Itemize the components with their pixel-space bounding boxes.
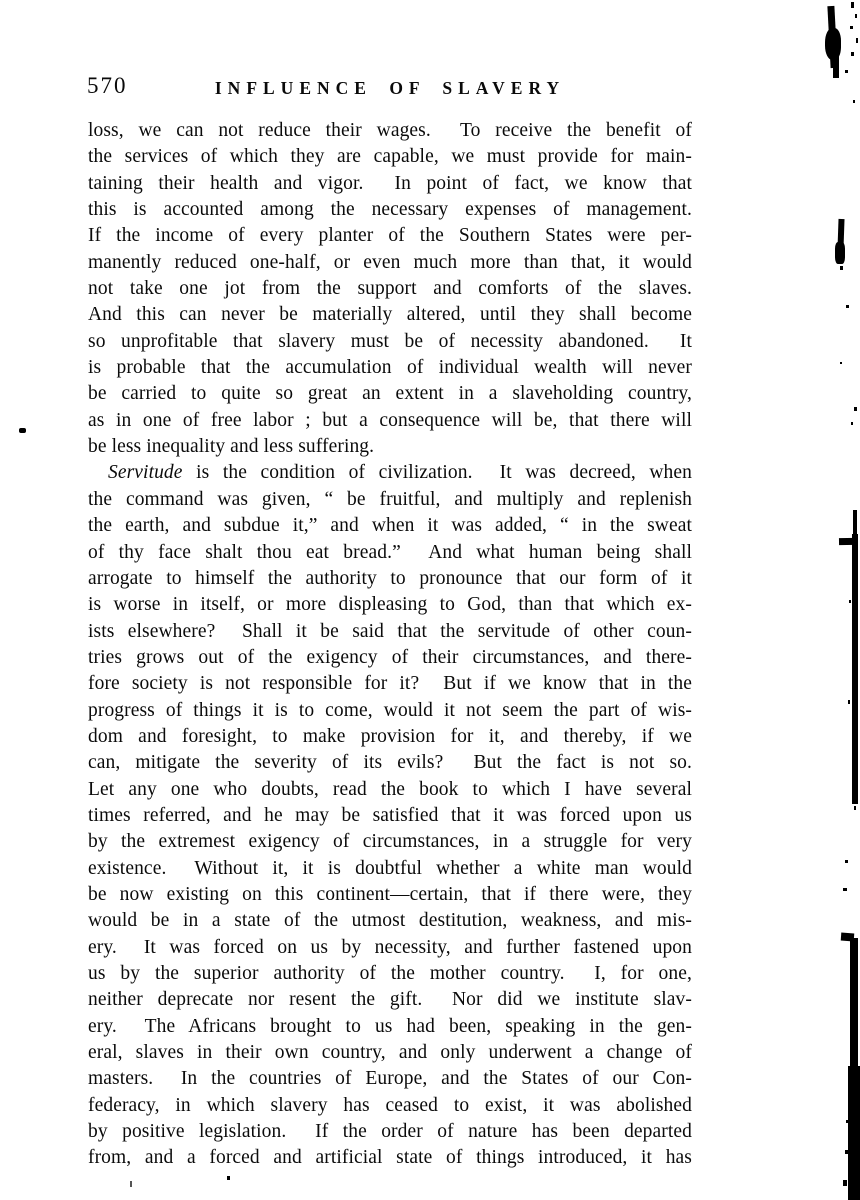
ink-speck	[855, 14, 857, 18]
text-line: be now existing on this continent—certain, that if there were, they	[88, 883, 692, 905]
text-line: progress of things it is to come, would it not seem the part of wis-	[88, 699, 692, 721]
text-line: fore society is not responsible for it? But if we know that in the	[88, 673, 692, 695]
ink-speck	[130, 1181, 132, 1187]
ink-speck	[840, 362, 842, 364]
ink-speck	[227, 1176, 230, 1180]
page-number: 570	[87, 73, 128, 98]
text-line: the earth, and subdue it,” and when it was added, “ in the sweat	[88, 515, 692, 537]
text-line: federacy, in which slavery has ceased to exist, it was abolished	[88, 1094, 692, 1116]
ink-speck	[846, 1120, 848, 1123]
ink-speck	[848, 700, 850, 704]
ink-speck	[843, 1180, 847, 1186]
text-line: taining their health and vigor. In point of fact, we know that	[88, 172, 692, 194]
running-head: INFLUENCE OF SLAVERY	[214, 78, 566, 98]
ink-speck	[849, 600, 851, 603]
text-line: be less inequality and less suffering.	[88, 436, 375, 458]
text-line: this is accounted among the necessary expenses of management.	[88, 199, 692, 221]
text-line: loss, we can not reduce their wages. To receive the benefit of	[88, 120, 692, 141]
ink-speck	[843, 888, 847, 891]
text-line: eral, slaves in their own country, and only underwent a change of	[88, 1042, 692, 1064]
text-line: be carried to quite so great an extent in a slaveholding country,	[88, 383, 692, 405]
italic-word: Servitude	[108, 462, 183, 484]
ink-speck	[850, 26, 853, 29]
text-line: masters. In the countries of Europe, and the States of our Con-	[88, 1068, 692, 1090]
text-line: If the income of every planter of the Southern States were per-	[88, 225, 692, 247]
text-line: And this can never be materially altered, until they shall become	[88, 304, 692, 326]
text-line: by the extremest exigency of circumstances, in a struggle for very	[88, 831, 692, 853]
ink-speck	[851, 422, 853, 425]
text-line: dom and foresight, to make provision for it, and thereby, if we	[88, 725, 692, 747]
ink-smear	[835, 242, 845, 264]
edge-bar	[852, 534, 858, 804]
ink-speck	[853, 100, 855, 103]
text-line: Servitude is the condition of civilization. It was decreed, when	[108, 462, 692, 484]
text-line: ery. It was forced on us by necessity, and further fastened upon	[88, 936, 692, 958]
edge-bar	[848, 1066, 860, 1200]
ink-blob	[833, 56, 839, 78]
text-line: times referred, and he may be satisfied that it was forced upon us	[88, 804, 692, 826]
text-line: neither deprecate nor resent the gift. Nor did we institute slav-	[88, 989, 692, 1011]
text-line: by positive legislation. If the order of nature has been departed	[88, 1121, 692, 1143]
ink-speck	[845, 860, 848, 863]
text-line: so unprofitable that slavery must be of necessity abandoned. It	[88, 330, 692, 352]
text-line: arrogate to himself the authority to pronounce that our form of it	[88, 567, 692, 589]
text-block	[88, 118, 692, 1172]
text-line: the services of which they are capable, we must provide for main-	[88, 146, 692, 168]
ink-speck	[19, 428, 26, 433]
text-line: as in one of free labor ; but a consequence will be, that there will	[88, 409, 692, 431]
ink-speck	[845, 70, 848, 73]
ink-speck	[845, 1150, 848, 1154]
ink-speck	[840, 266, 843, 270]
text-line: is probable that the accumulation of individual wealth will never	[88, 357, 692, 379]
text-line: of thy face shalt thou eat bread.” And what human being shall	[88, 541, 692, 563]
text-line: can, mitigate the severity of its evils? But the fact is not so.	[88, 752, 692, 774]
text-line: tries grows out of the exigency of their circumstances, and there-	[88, 646, 692, 668]
ink-speck	[851, 2, 854, 8]
text-line: ists elsewhere? Shall it be said that the servitude of other coun-	[88, 620, 692, 642]
ink-speck	[851, 52, 854, 56]
edge-bar	[850, 938, 858, 1072]
text-line: is worse in itself, or more displeasing to God, than that which ex-	[88, 594, 692, 616]
ink-speck	[854, 806, 856, 810]
ink-speck	[854, 407, 857, 411]
text-line: would be in a state of the utmost destitution, weakness, and mis-	[88, 910, 692, 932]
ink-speck	[846, 305, 849, 308]
text-line: manently reduced one-half, or even much more than that, it would	[88, 251, 692, 273]
ink-speck	[856, 38, 858, 43]
text-line: the command was given, “ be fruitful, and multiply and replenish	[88, 488, 692, 510]
text-line: ery. The Africans brought to us had been, speaking in the gen-	[88, 1015, 692, 1037]
text-line: not take one jot from the support and comforts of the slaves.	[88, 278, 692, 300]
text-line: existence. Without it, it is doubtful whether a white man would	[88, 857, 692, 879]
text-line: from, and a forced and artificial state of things introduced, it has	[88, 1147, 692, 1169]
text-line: Let any one who doubts, read the book to which I have several	[88, 778, 692, 800]
text-line: us by the superior authority of the mother country. I, for one,	[88, 963, 692, 984]
